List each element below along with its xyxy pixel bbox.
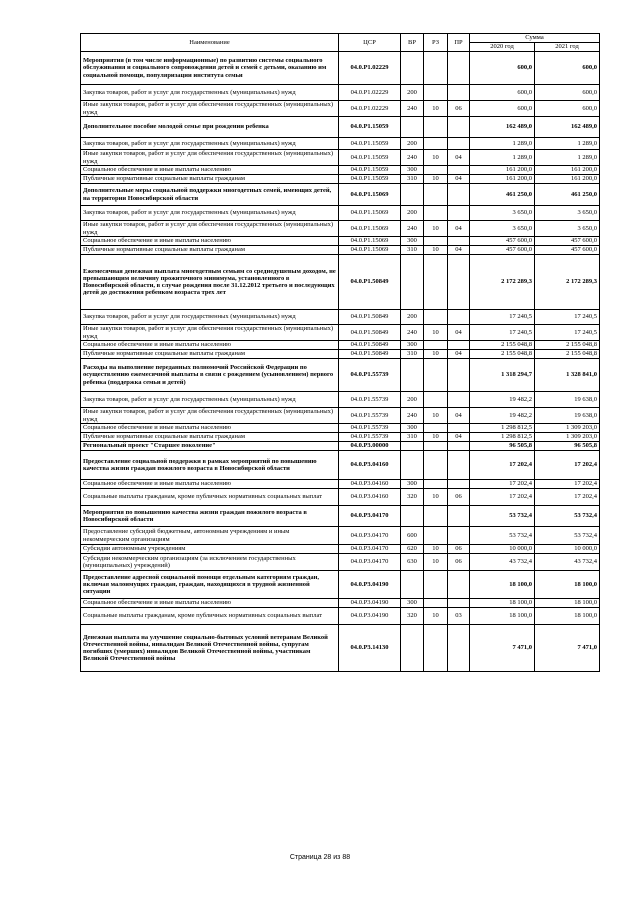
row-name: Мероприятия по повышению качества жизни граждан пожилого возраста в Новосибирской области bbox=[81, 506, 339, 527]
row-name: Ежемесячная денежная выплата многодетным семьям со среднедушевым доходом, не превышающим величину прожиточного минимума, установленного в Новосибирской области, в случае рождения после 31.12.2012 третьего и последующих детей до достижения ребенком возраста трех лет bbox=[81, 255, 339, 310]
row-name: Иные закупки товаров, работ и услуг для обеспечения государственных (муниципальных) нужд bbox=[81, 408, 339, 424]
table-row bbox=[81, 408, 600, 424]
table-row bbox=[81, 206, 600, 221]
row-rz: 10 bbox=[424, 554, 448, 571]
row-pr bbox=[448, 571, 470, 599]
row-sum-2021: 53 732,4 bbox=[535, 527, 600, 545]
row-sum-2021: 1 309 203,0 bbox=[535, 424, 600, 433]
row-sum-2020: 1 289,0 bbox=[470, 138, 535, 150]
row-rz: 10 bbox=[424, 433, 448, 442]
row-vr: 620 bbox=[401, 545, 424, 554]
row-pr: 06 bbox=[448, 554, 470, 571]
row-vr: 240 bbox=[401, 101, 424, 117]
row-rz: 10 bbox=[424, 175, 448, 184]
row-vr: 300 bbox=[401, 341, 424, 350]
table-row bbox=[81, 424, 600, 433]
row-csr: 04.0.P1.15069 bbox=[339, 206, 401, 221]
row-vr: 320 bbox=[401, 489, 424, 506]
row-csr: 04.0.P3.04160 bbox=[339, 489, 401, 506]
row-pr bbox=[448, 255, 470, 310]
table-row bbox=[81, 451, 600, 480]
row-sum-2020: 19 482,2 bbox=[470, 392, 535, 408]
row-pr bbox=[448, 117, 470, 138]
row-csr: 04.0.P1.02229 bbox=[339, 101, 401, 117]
row-pr bbox=[448, 625, 470, 672]
row-vr: 240 bbox=[401, 408, 424, 424]
row-name: Предоставление адресной социальной помощи отдельным категориям граждан, включая малоимущих граждан, граждан, находящихся в трудной жизненной ситуации bbox=[81, 571, 339, 599]
row-csr: 04.0.P3.04170 bbox=[339, 506, 401, 527]
row-sum-2021: 1 328 841,0 bbox=[535, 359, 600, 392]
row-pr bbox=[448, 166, 470, 175]
row-sum-2020: 53 732,4 bbox=[470, 506, 535, 527]
row-sum-2020: 17 202,4 bbox=[470, 489, 535, 506]
row-sum-2021: 2 172 289,3 bbox=[535, 255, 600, 310]
row-sum-2021: 53 732,4 bbox=[535, 506, 600, 527]
table-row bbox=[81, 571, 600, 599]
row-csr: 04.0.P1.15069 bbox=[339, 184, 401, 206]
row-sum-2021: 18 100,0 bbox=[535, 599, 600, 608]
table-row bbox=[81, 554, 600, 571]
table-row bbox=[81, 310, 600, 325]
row-rz: 10 bbox=[424, 325, 448, 341]
row-pr: 04 bbox=[448, 150, 470, 166]
row-sum-2020: 3 650,0 bbox=[470, 206, 535, 221]
row-vr: 310 bbox=[401, 246, 424, 255]
row-pr bbox=[448, 184, 470, 206]
table-row bbox=[81, 480, 600, 489]
row-sum-2021: 1 289,0 bbox=[535, 150, 600, 166]
row-name: Публичные нормативные социальные выплаты гражданам bbox=[81, 350, 339, 359]
row-pr bbox=[448, 480, 470, 489]
row-rz: 10 bbox=[424, 101, 448, 117]
row-sum-2021: 600,0 bbox=[535, 85, 600, 101]
row-csr: 04.0.P3.04190 bbox=[339, 608, 401, 625]
table-row bbox=[81, 625, 600, 672]
column-header-rz: РЗ bbox=[424, 34, 448, 52]
row-pr bbox=[448, 424, 470, 433]
row-csr: 04.0.P1.15069 bbox=[339, 246, 401, 255]
row-csr: 04.0.P1.50849 bbox=[339, 255, 401, 310]
row-sum-2020: 1 298 812,5 bbox=[470, 433, 535, 442]
row-vr: 310 bbox=[401, 175, 424, 184]
row-sum-2020: 2 155 048,8 bbox=[470, 341, 535, 350]
row-sum-2020: 1 289,0 bbox=[470, 150, 535, 166]
row-csr: 04.0.P1.50849 bbox=[339, 341, 401, 350]
row-rz: 10 bbox=[424, 150, 448, 166]
row-vr: 300 bbox=[401, 424, 424, 433]
row-sum-2021: 17 202,4 bbox=[535, 480, 600, 489]
row-vr: 200 bbox=[401, 138, 424, 150]
table-row bbox=[81, 527, 600, 545]
table-row bbox=[81, 138, 600, 150]
row-sum-2020: 1 318 294,7 bbox=[470, 359, 535, 392]
row-rz bbox=[424, 237, 448, 246]
row-csr: 04.0.P1.02229 bbox=[339, 52, 401, 85]
row-sum-2020: 161 200,0 bbox=[470, 175, 535, 184]
row-vr: 300 bbox=[401, 599, 424, 608]
row-name: Денежная выплата на улучшение социально-бытовых условий ветеранам Великой Отечественной войны, инвалидам Великой Отечественной войны, супругам погибших (умерших) инвалидов Великой Отечественной войны, участникам Великой Отечественной войны bbox=[81, 625, 339, 672]
row-pr bbox=[448, 392, 470, 408]
row-rz bbox=[424, 341, 448, 350]
row-sum-2021: 17 202,4 bbox=[535, 451, 600, 480]
page-number: Страница 28 из 88 bbox=[289, 854, 351, 861]
row-name: Закупка товаров, работ и услуг для государственных (муниципальных) нужд bbox=[81, 310, 339, 325]
row-pr: 06 bbox=[448, 489, 470, 506]
row-sum-2021: 17 240,5 bbox=[535, 325, 600, 341]
row-csr: 04.0.P1.55739 bbox=[339, 359, 401, 392]
row-rz: 10 bbox=[424, 608, 448, 625]
table-row bbox=[81, 433, 600, 442]
row-csr: 04.0.P1.55739 bbox=[339, 392, 401, 408]
row-sum-2020: 17 202,4 bbox=[470, 451, 535, 480]
row-pr bbox=[448, 52, 470, 85]
row-pr: 04 bbox=[448, 350, 470, 359]
table-row bbox=[81, 489, 600, 506]
row-sum-2021: 1 289,0 bbox=[535, 138, 600, 150]
row-sum-2020: 17 202,4 bbox=[470, 480, 535, 489]
row-name: Мероприятия (в том числе информационные) по развитию системы социального обслуживания и социального сопровождения детей и семей с детьми, оказанию им социальной помощи, популяризации института семьи bbox=[81, 52, 339, 85]
column-header-pr: ПР bbox=[448, 34, 470, 52]
row-pr bbox=[448, 527, 470, 545]
row-csr: 04.0.P3.04170 bbox=[339, 527, 401, 545]
row-csr: 04.0.P1.15069 bbox=[339, 237, 401, 246]
row-rz bbox=[424, 599, 448, 608]
row-name: Социальные выплаты гражданам, кроме публичных нормативных социальных выплат bbox=[81, 608, 339, 625]
row-sum-2020: 457 600,0 bbox=[470, 237, 535, 246]
table-row bbox=[81, 117, 600, 138]
row-sum-2021: 18 100,0 bbox=[535, 608, 600, 625]
row-name: Закупка товаров, работ и услуг для государственных (муниципальных) нужд bbox=[81, 392, 339, 408]
row-rz bbox=[424, 451, 448, 480]
table-row bbox=[81, 150, 600, 166]
row-vr: 200 bbox=[401, 206, 424, 221]
column-header-sum: Сумма bbox=[470, 34, 600, 43]
row-name: Закупка товаров, работ и услуг для государственных (муниципальных) нужд bbox=[81, 85, 339, 101]
row-sum-2021: 2 155 048,8 bbox=[535, 350, 600, 359]
row-sum-2020: 457 600,0 bbox=[470, 246, 535, 255]
row-sum-2021: 3 650,0 bbox=[535, 206, 600, 221]
row-name: Социальное обеспечение и иные выплаты населению bbox=[81, 166, 339, 175]
row-sum-2020: 7 471,0 bbox=[470, 625, 535, 672]
row-csr: 04.0.P3.04190 bbox=[339, 599, 401, 608]
row-csr: 04.0.P1.02229 bbox=[339, 85, 401, 101]
row-name: Публичные нормативные социальные выплаты гражданам bbox=[81, 433, 339, 442]
budget-table bbox=[80, 33, 600, 672]
row-csr: 04.0.P3.04170 bbox=[339, 545, 401, 554]
row-pr: 06 bbox=[448, 101, 470, 117]
row-sum-2021: 96 505,8 bbox=[535, 442, 600, 451]
row-rz: 10 bbox=[424, 221, 448, 237]
row-csr: 04.0.P3.04190 bbox=[339, 571, 401, 599]
row-name: Дополнительное пособие молодой семье при рождении ребенка bbox=[81, 117, 339, 138]
row-pr: 04 bbox=[448, 408, 470, 424]
row-name: Региональный проект "Старшее поколение" bbox=[81, 442, 339, 451]
row-sum-2021: 17 240,5 bbox=[535, 310, 600, 325]
table-row bbox=[81, 221, 600, 237]
table-row bbox=[81, 599, 600, 608]
row-rz bbox=[424, 166, 448, 175]
row-pr: 04 bbox=[448, 246, 470, 255]
row-csr: 04.0.P3.04160 bbox=[339, 451, 401, 480]
row-vr bbox=[401, 117, 424, 138]
row-rz bbox=[424, 52, 448, 85]
row-sum-2020: 2 172 289,3 bbox=[470, 255, 535, 310]
row-sum-2020: 43 732,4 bbox=[470, 554, 535, 571]
row-sum-2020: 600,0 bbox=[470, 85, 535, 101]
row-name: Закупка товаров, работ и услуг для государственных (муниципальных) нужд bbox=[81, 138, 339, 150]
row-csr: 04.0.P1.15059 bbox=[339, 150, 401, 166]
row-name: Социальное обеспечение и иные выплаты населению bbox=[81, 341, 339, 350]
row-pr bbox=[448, 206, 470, 221]
row-name: Субсидии некоммерческим организациям (за исключением государственных (муниципальных) учреждений) bbox=[81, 554, 339, 571]
row-sum-2020: 600,0 bbox=[470, 101, 535, 117]
row-vr bbox=[401, 451, 424, 480]
row-name: Социальные выплаты гражданам, кроме публичных нормативных социальных выплат bbox=[81, 489, 339, 506]
table-row bbox=[81, 341, 600, 350]
table-row bbox=[81, 246, 600, 255]
table-row bbox=[81, 359, 600, 392]
row-rz bbox=[424, 392, 448, 408]
table-row bbox=[81, 184, 600, 206]
row-sum-2021: 600,0 bbox=[535, 101, 600, 117]
row-vr: 240 bbox=[401, 150, 424, 166]
row-sum-2020: 19 482,2 bbox=[470, 408, 535, 424]
row-sum-2021: 161 200,0 bbox=[535, 166, 600, 175]
row-sum-2021: 19 638,0 bbox=[535, 392, 600, 408]
table-row bbox=[81, 52, 600, 85]
row-pr: 04 bbox=[448, 433, 470, 442]
row-pr bbox=[448, 85, 470, 101]
row-pr bbox=[448, 359, 470, 392]
column-header-2020: 2020 год bbox=[470, 43, 535, 52]
row-csr: 04.0.P1.15059 bbox=[339, 138, 401, 150]
table-row bbox=[81, 506, 600, 527]
budget-sheet bbox=[80, 33, 599, 672]
table-body bbox=[81, 52, 600, 672]
row-sum-2021: 18 100,0 bbox=[535, 571, 600, 599]
row-csr: 04.0.P1.15069 bbox=[339, 221, 401, 237]
row-sum-2020: 17 240,5 bbox=[470, 325, 535, 341]
row-sum-2021: 2 155 048,8 bbox=[535, 341, 600, 350]
column-header-2021: 2021 год bbox=[535, 43, 600, 52]
row-sum-2021: 17 202,4 bbox=[535, 489, 600, 506]
row-pr: 06 bbox=[448, 545, 470, 554]
row-vr: 240 bbox=[401, 325, 424, 341]
row-rz: 10 bbox=[424, 489, 448, 506]
row-sum-2020: 2 155 048,8 bbox=[470, 350, 535, 359]
row-csr: 04.0.P3.14130 bbox=[339, 625, 401, 672]
row-pr bbox=[448, 451, 470, 480]
row-csr: 04.0.P3.00000 bbox=[339, 442, 401, 451]
row-rz bbox=[424, 506, 448, 527]
column-header-name: Наименование bbox=[81, 34, 339, 52]
row-vr bbox=[401, 359, 424, 392]
table-row bbox=[81, 237, 600, 246]
row-vr bbox=[401, 184, 424, 206]
row-sum-2020: 18 100,0 bbox=[470, 571, 535, 599]
table-row bbox=[81, 325, 600, 341]
row-csr: 04.0.P1.50849 bbox=[339, 350, 401, 359]
row-csr: 04.0.P1.55739 bbox=[339, 408, 401, 424]
row-rz bbox=[424, 117, 448, 138]
row-pr: 03 bbox=[448, 608, 470, 625]
row-vr: 200 bbox=[401, 85, 424, 101]
row-sum-2021: 457 600,0 bbox=[535, 246, 600, 255]
row-sum-2020: 162 489,0 bbox=[470, 117, 535, 138]
row-vr bbox=[401, 506, 424, 527]
row-rz bbox=[424, 442, 448, 451]
row-vr: 300 bbox=[401, 480, 424, 489]
row-name: Публичные нормативные социальные выплаты гражданам bbox=[81, 246, 339, 255]
row-csr: 04.0.P1.15059 bbox=[339, 166, 401, 175]
row-pr bbox=[448, 442, 470, 451]
row-sum-2021: 162 489,0 bbox=[535, 117, 600, 138]
row-pr: 04 bbox=[448, 221, 470, 237]
row-vr bbox=[401, 571, 424, 599]
row-vr: 300 bbox=[401, 166, 424, 175]
row-sum-2021: 461 250,0 bbox=[535, 184, 600, 206]
row-vr bbox=[401, 52, 424, 85]
table-row bbox=[81, 608, 600, 625]
row-sum-2021: 161 200,0 bbox=[535, 175, 600, 184]
row-name: Социальное обеспечение и иные выплаты населению bbox=[81, 480, 339, 489]
row-pr: 04 bbox=[448, 175, 470, 184]
table-row bbox=[81, 85, 600, 101]
row-vr: 200 bbox=[401, 392, 424, 408]
row-name: Социальное обеспечение и иные выплаты населению bbox=[81, 599, 339, 608]
row-sum-2020: 17 240,5 bbox=[470, 310, 535, 325]
column-header-csr: ЦСР bbox=[339, 34, 401, 52]
row-name: Закупка товаров, работ и услуг для государственных (муниципальных) нужд bbox=[81, 206, 339, 221]
row-sum-2021: 10 000,0 bbox=[535, 545, 600, 554]
row-name: Публичные нормативные социальные выплаты гражданам bbox=[81, 175, 339, 184]
row-name: Иные закупки товаров, работ и услуг для обеспечения государственных (муниципальных) нужд bbox=[81, 150, 339, 166]
row-pr bbox=[448, 341, 470, 350]
row-rz bbox=[424, 184, 448, 206]
row-csr: 04.0.P1.15059 bbox=[339, 117, 401, 138]
row-name: Расходы на выполнение переданных полномочий Российской Федерации по осуществлению ежемесячной выплаты в связи с рождением (усыновлением) первого ребенка (поддержка семьи и детей) bbox=[81, 359, 339, 392]
row-name: Иные закупки товаров, работ и услуг для обеспечения государственных (муниципальных) нужд bbox=[81, 101, 339, 117]
row-rz bbox=[424, 480, 448, 489]
row-name: Дополнительные меры социальной поддержки многодетных семей, имеющих детей, на территории Новосибирской области bbox=[81, 184, 339, 206]
row-name: Субсидии автономным учреждениям bbox=[81, 545, 339, 554]
row-sum-2020: 53 732,4 bbox=[470, 527, 535, 545]
row-vr: 300 bbox=[401, 237, 424, 246]
row-pr bbox=[448, 310, 470, 325]
row-sum-2020: 461 250,0 bbox=[470, 184, 535, 206]
row-csr: 04.0.P1.55739 bbox=[339, 433, 401, 442]
table-row bbox=[81, 101, 600, 117]
row-rz bbox=[424, 206, 448, 221]
row-sum-2021: 7 471,0 bbox=[535, 625, 600, 672]
row-rz bbox=[424, 85, 448, 101]
row-pr bbox=[448, 599, 470, 608]
row-sum-2021: 3 650,0 bbox=[535, 221, 600, 237]
row-rz: 10 bbox=[424, 246, 448, 255]
row-vr: 600 bbox=[401, 527, 424, 545]
row-vr bbox=[401, 442, 424, 451]
table-row bbox=[81, 545, 600, 554]
row-rz bbox=[424, 625, 448, 672]
row-rz bbox=[424, 138, 448, 150]
row-pr bbox=[448, 237, 470, 246]
row-vr bbox=[401, 625, 424, 672]
row-pr: 04 bbox=[448, 325, 470, 341]
row-name: Социальное обеспечение и иные выплаты населению bbox=[81, 237, 339, 246]
row-sum-2020: 18 100,0 bbox=[470, 608, 535, 625]
row-csr: 04.0.P1.50849 bbox=[339, 310, 401, 325]
row-sum-2021: 19 638,0 bbox=[535, 408, 600, 424]
table-row bbox=[81, 350, 600, 359]
row-csr: 04.0.P1.50849 bbox=[339, 325, 401, 341]
row-rz bbox=[424, 255, 448, 310]
row-vr: 310 bbox=[401, 433, 424, 442]
row-rz: 10 bbox=[424, 545, 448, 554]
table-row bbox=[81, 166, 600, 175]
row-sum-2021: 43 732,4 bbox=[535, 554, 600, 571]
row-name: Иные закупки товаров, работ и услуг для обеспечения государственных (муниципальных) нужд bbox=[81, 325, 339, 341]
row-vr: 200 bbox=[401, 310, 424, 325]
row-rz bbox=[424, 527, 448, 545]
row-rz bbox=[424, 310, 448, 325]
table-row bbox=[81, 392, 600, 408]
table-row bbox=[81, 442, 600, 451]
row-csr: 04.0.P1.15059 bbox=[339, 175, 401, 184]
row-rz: 10 bbox=[424, 408, 448, 424]
row-name: Предоставление социальной поддержки в рамках мероприятий по повышению качества жизни граждан пожилого возраста в Новосибирской области bbox=[81, 451, 339, 480]
row-sum-2020: 161 200,0 bbox=[470, 166, 535, 175]
row-vr: 240 bbox=[401, 221, 424, 237]
row-sum-2020: 600,0 bbox=[470, 52, 535, 85]
row-name: Социальное обеспечение и иные выплаты населению bbox=[81, 424, 339, 433]
table-row bbox=[81, 175, 600, 184]
row-rz: 10 bbox=[424, 350, 448, 359]
row-csr: 04.0.P1.55739 bbox=[339, 424, 401, 433]
row-pr bbox=[448, 138, 470, 150]
row-rz bbox=[424, 359, 448, 392]
row-sum-2020: 10 000,0 bbox=[470, 545, 535, 554]
row-sum-2021: 600,0 bbox=[535, 52, 600, 85]
table-row bbox=[81, 255, 600, 310]
row-name: Иные закупки товаров, работ и услуг для обеспечения государственных (муниципальных) нужд bbox=[81, 221, 339, 237]
row-sum-2020: 18 100,0 bbox=[470, 599, 535, 608]
row-csr: 04.0.P3.04160 bbox=[339, 480, 401, 489]
row-rz bbox=[424, 424, 448, 433]
row-sum-2020: 1 298 812,5 bbox=[470, 424, 535, 433]
row-sum-2020: 3 650,0 bbox=[470, 221, 535, 237]
table-header bbox=[81, 34, 600, 52]
row-pr bbox=[448, 506, 470, 527]
row-rz bbox=[424, 571, 448, 599]
row-csr: 04.0.P3.04170 bbox=[339, 554, 401, 571]
row-sum-2020: 96 505,8 bbox=[470, 442, 535, 451]
row-vr: 310 bbox=[401, 350, 424, 359]
column-header-vr: ВР bbox=[401, 34, 424, 52]
row-vr: 630 bbox=[401, 554, 424, 571]
row-vr: 320 bbox=[401, 608, 424, 625]
row-name: Предоставление субсидий бюджетным, автономным учреждениям и иным некоммерческим организациям bbox=[81, 527, 339, 545]
row-vr bbox=[401, 255, 424, 310]
row-sum-2021: 1 309 203,0 bbox=[535, 433, 600, 442]
row-sum-2021: 457 600,0 bbox=[535, 237, 600, 246]
